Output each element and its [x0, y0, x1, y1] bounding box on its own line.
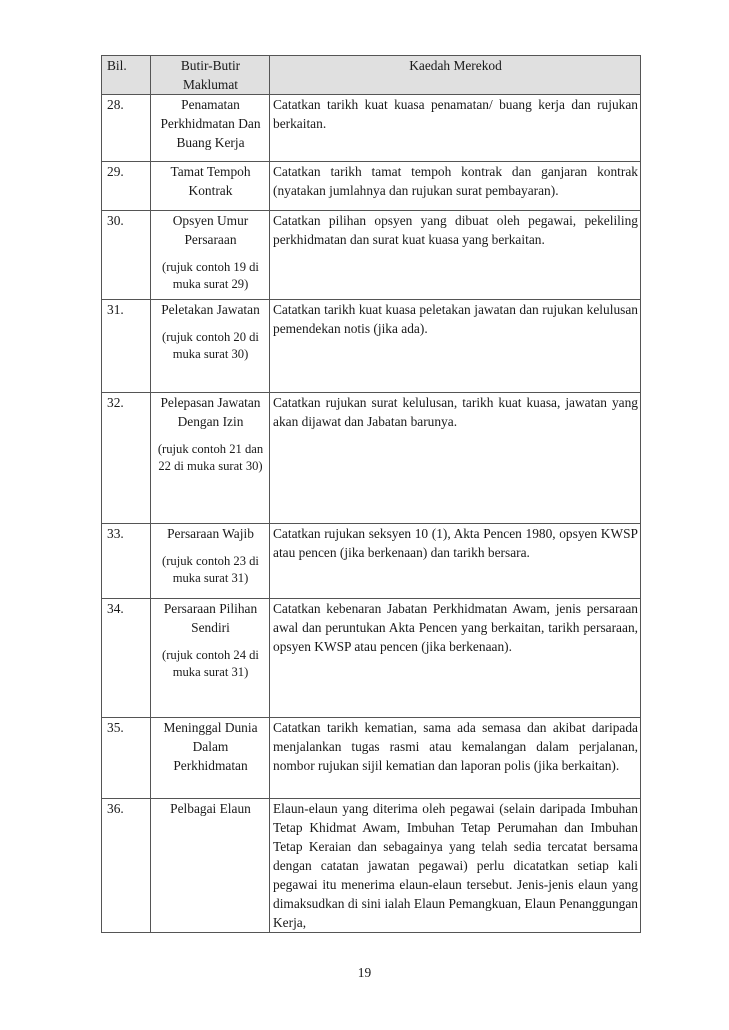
row-bil: 36. — [102, 799, 151, 933]
table-row — [102, 211, 641, 300]
row-butir — [151, 799, 270, 933]
row-butir — [151, 524, 270, 599]
table-row — [102, 718, 641, 799]
row-kaedah: Catatkan pilihan opsyen yang dibuat oleh pegawai, pekeliling perkhidmatan dan surat kuat kuasa yang berkaitan. — [270, 211, 641, 300]
row-bil: 34. — [102, 599, 151, 718]
butir-title: Persaraan Pilihan Sendiri — [163, 601, 258, 635]
header-row — [102, 56, 641, 95]
header-butir: Butir-Butir Maklumat — [151, 56, 270, 95]
butir-reference: (rujuk contoh 21 dan 22 di muka surat 30) — [157, 442, 264, 473]
row-kaedah: Catatkan tarikh tamat tempoh kontrak dan ganjaran kontrak (nyatakan jumlahnya dan rujukan surat pembayaran). — [270, 162, 641, 211]
table-row — [102, 95, 641, 162]
table-row — [102, 799, 641, 933]
records-table — [101, 55, 641, 933]
row-butir — [151, 300, 270, 393]
butir-title: Pelbagai Elaun — [170, 801, 251, 816]
butir-title: Pelepasan Jawatan Dengan Izin — [160, 395, 261, 429]
row-kaedah: Catatkan tarikh kuat kuasa penamatan/ buang kerja dan rujukan berkaitan. — [270, 95, 641, 162]
row-bil: 28. — [102, 95, 151, 162]
row-butir — [151, 599, 270, 718]
butir-title: Peletakan Jawatan — [161, 302, 260, 317]
butir-reference: (rujuk contoh 23 di muka surat 31) — [162, 554, 259, 585]
butir-title: Persaraan Wajib — [167, 526, 254, 541]
butir-title: Tamat Tempoh Kontrak — [170, 164, 251, 198]
row-bil: 33. — [102, 524, 151, 599]
table-row — [102, 393, 641, 524]
row-kaedah: Catatkan kebenaran Jabatan Perkhidmatan Awam, jenis persaraan awal dan peruntukan Akta Pencen yang berkaitan, tarikh persaraan, opsyen KWSP atau pencen (jika berkenaan). — [270, 599, 641, 718]
row-bil: 30. — [102, 211, 151, 300]
butir-title: Penamatan Perkhidmatan Dan Buang Kerja — [160, 97, 261, 150]
row-kaedah: Elaun-elaun yang diterima oleh pegawai (selain daripada Imbuhan Tetap Khidmat Awam, Imbuhan Tetap Perumahan dan Imbuhan Tetap Keraian dan sebagainya yang telah sedia tercatat bersama dengan catatan jawatan pegawai) perlu dicatatkan setiap kali pegawai itu menerima elaun-elaun tersebut. Jenis-jenis elaun yang dimaksudkan di sini ialah Elaun Pemangkuan, Elaun Penanggungan Kerja, — [270, 799, 641, 933]
row-butir — [151, 95, 270, 162]
row-bil: 31. — [102, 300, 151, 393]
row-kaedah: Catatkan tarikh kematian, sama ada semasa dan akibat daripada menjalankan tugas rasmi atau kemalangan dalam perjalanan, nombor rujukan sijil kematian dan laporan polis (jika berkaitan). — [270, 718, 641, 799]
butir-reference: (rujuk contoh 20 di muka surat 30) — [162, 330, 259, 361]
butir-reference: (rujuk contoh 24 di muka surat 31) — [162, 648, 259, 679]
row-bil: 35. — [102, 718, 151, 799]
butir-title: Opsyen Umur Persaraan — [172, 213, 249, 247]
row-bil: 32. — [102, 393, 151, 524]
row-kaedah: Catatkan rujukan surat kelulusan, tarikh kuat kuasa, jawatan yang akan dijawat dan Jabatan barunya. — [270, 393, 641, 524]
row-kaedah: Catatkan tarikh kuat kuasa peletakan jawatan dan rujukan kelulusan pemendekan notis (jika ada). — [270, 300, 641, 393]
table-row — [102, 162, 641, 211]
page-number: 19 — [357, 965, 372, 980]
butir-reference: (rujuk contoh 19 di muka surat 29) — [162, 260, 259, 291]
header-bil: Bil. — [102, 56, 151, 95]
row-kaedah: Catatkan rujukan seksyen 10 (1), Akta Pencen 1980, opsyen KWSP atau pencen (jika berkenaan) dan tarikh bersara. — [270, 524, 641, 599]
row-butir — [151, 718, 270, 799]
row-butir — [151, 162, 270, 211]
row-bil: 29. — [102, 162, 151, 211]
table-row — [102, 300, 641, 393]
butir-title: Meninggal Dunia Dalam Perkhidmatan — [163, 720, 258, 773]
row-butir — [151, 393, 270, 524]
header-kaedah: Kaedah Merekod — [270, 56, 641, 95]
table-row — [102, 524, 641, 599]
row-butir — [151, 211, 270, 300]
table-row — [102, 599, 641, 718]
